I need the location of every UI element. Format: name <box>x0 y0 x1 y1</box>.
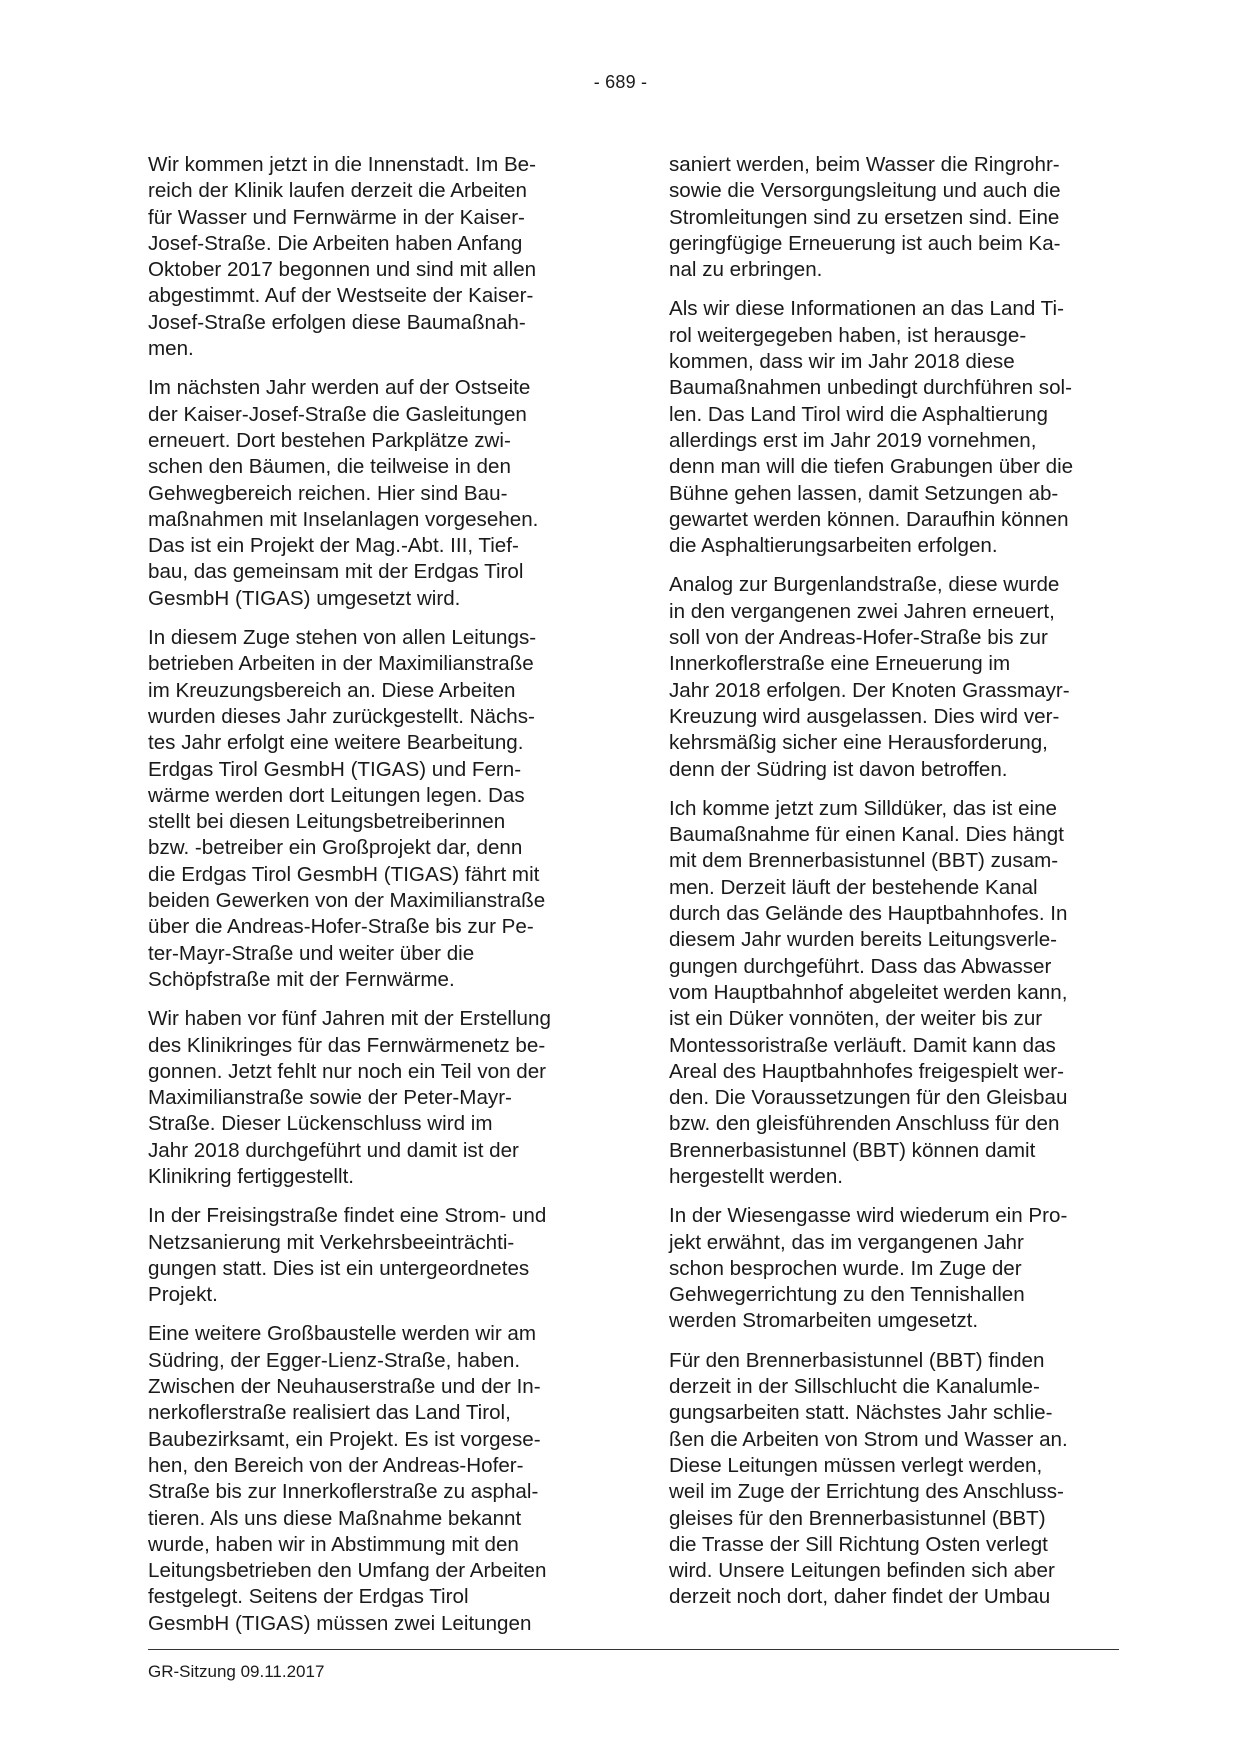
text-line: Straße. Dieser Lückenschluss wird im <box>148 1112 493 1136</box>
text-line: Bühne gehen lassen, damit Setzungen ab- <box>669 481 1059 505</box>
text-line: Kreuzung wird ausgelassen. Dies wird ver- <box>669 704 1060 728</box>
paragraph <box>148 1321 598 1637</box>
text-line: wurde, haben wir in Abstimmung mit den <box>148 1532 519 1556</box>
text-line: stellt bei diesen Leitungsbetreiberinnen <box>148 810 506 834</box>
text-line: men. Derzeit läuft der bestehende Kanal <box>669 875 1038 899</box>
text-line: Zwischen der Neuhauserstraße und der In- <box>148 1375 541 1399</box>
text-line: Baumaßnahme für einen Kanal. Dies hängt <box>669 823 1064 847</box>
paragraph <box>148 152 598 362</box>
text-line: den. Die Voraussetzungen für den Gleisbau <box>669 1086 1068 1110</box>
text-line: Klinikring fertiggestellt. <box>148 1164 355 1188</box>
text-line: bzw. -betreiber ein Großprojekt dar, denn <box>148 836 523 860</box>
text-line: in den vergangenen zwei Jahren erneuert, <box>669 599 1055 623</box>
text-line: vom Hauptbahnhof abgeleitet werden kann, <box>669 980 1068 1004</box>
text-line: hen, den Bereich von der Andreas-Hofer- <box>148 1453 524 1477</box>
text-line: nerkoflerstraße realisiert das Land Tirol, <box>148 1401 511 1425</box>
text-line: men. <box>148 337 194 361</box>
text-line: weil im Zuge der Errichtung des Anschluss- <box>669 1480 1064 1504</box>
text-line: GesmbH (TIGAS) umgesetzt wird. <box>148 586 461 610</box>
text-line: Erdgas Tirol GesmbH (TIGAS) und Fern- <box>148 757 522 781</box>
text-line: wärme werden dort Leitungen legen. Das <box>148 783 525 807</box>
text-line: bzw. den gleisführenden Anschluss für den <box>669 1112 1060 1136</box>
text-line: werden Stromarbeiten umgesetzt. <box>669 1309 979 1333</box>
text-line: Südring, der Egger-Lienz-Straße, haben. <box>148 1348 521 1372</box>
text-line: über die Andreas-Hofer-Straße bis zur Pe- <box>148 915 534 939</box>
text-line: gewartet werden können. Daraufhin können <box>669 507 1069 531</box>
text-line: Gehwegbereich reichen. Hier sind Bau- <box>148 481 508 505</box>
text-line: Brennerbasistunnel (BBT) können damit <box>669 1138 1036 1162</box>
footer-session-date: GR-Sitzung 09.11.2017 <box>148 1662 325 1681</box>
text-line: Für den Brennerbasistunnel (BBT) finden <box>669 1348 1045 1372</box>
paragraph <box>148 625 598 993</box>
text-line: kehrsmäßig sicher eine Herausforderung, <box>669 731 1048 755</box>
text-line: Als wir diese Informationen an das Land Ti- <box>669 297 1064 321</box>
text-line: sowie die Versorgungsleitung und auch die <box>669 179 1061 203</box>
paragraph <box>669 572 1119 782</box>
text-line: der Kaiser-Josef-Straße die Gasleitungen <box>148 402 527 426</box>
text-line: des Klinikringes für das Fernwärmenetz be- <box>148 1033 546 1057</box>
text-line: gonnen. Jetzt fehlt nur noch ein Teil von der <box>148 1059 547 1083</box>
paragraph <box>148 1006 598 1190</box>
text-line: festgelegt. Seitens der Erdgas Tirol <box>148 1585 469 1609</box>
text-line: geringfügige Erneuerung ist auch beim Ka- <box>669 231 1061 255</box>
text-line: Ich komme jetzt zum Silldüker, das ist eine <box>669 796 1058 820</box>
text-line: mit dem Brennerbasistunnel (BBT) zusam- <box>669 849 1059 873</box>
text-line: hergestellt werden. <box>669 1164 844 1188</box>
paragraph <box>669 796 1119 1190</box>
text-line: gungsarbeiten statt. Nächstes Jahr schlie- <box>669 1401 1053 1425</box>
text-line: Baumaßnahmen unbedingt durchführen sol- <box>669 376 1072 400</box>
text-line: abgestimmt. Auf der Westseite der Kaiser- <box>148 284 534 308</box>
text-line: Leitungsbetrieben den Umfang der Arbeiten <box>148 1559 547 1583</box>
text-line: Wir kommen jetzt in die Innenstadt. Im Be- <box>148 153 536 176</box>
text-column-left <box>148 152 598 1650</box>
text-line: ist ein Düker vonnöten, der weiter bis zur <box>669 1007 1043 1031</box>
text-line: Netzsanierung mit Verkehrsbeeinträchti- <box>148 1230 515 1254</box>
text-line: die Erdgas Tirol GesmbH (TIGAS) fährt mit <box>148 862 540 886</box>
text-line: GesmbH (TIGAS) müssen zwei Leitungen <box>148 1611 532 1635</box>
text-line: Analog zur Burgenlandstraße, diese wurde <box>669 573 1060 597</box>
paragraph <box>669 152 1119 283</box>
text-line: betrieben Arbeiten in der Maximilianstraße <box>148 652 534 676</box>
text-line: Straße bis zur Innerkoflerstraße zu asphal- <box>148 1480 539 1504</box>
footer-divider <box>148 1649 1119 1650</box>
text-line: schen den Bäumen, die teilweise in den <box>148 455 511 479</box>
text-line: Maximilianstraße sowie der Peter-Mayr- <box>148 1086 512 1110</box>
text-line: schon besprochen wurde. Im Zuge der <box>669 1256 1022 1280</box>
text-line: rol weitergegeben haben, ist herausge- <box>669 323 1027 347</box>
text-line: In der Wiesengasse wird wiederum ein Pro- <box>669 1204 1068 1228</box>
text-line: erneuert. Dort bestehen Parkplätze zwi- <box>148 428 511 452</box>
paragraph <box>148 375 598 612</box>
text-line: gungen statt. Dies ist ein untergeordnetes <box>148 1256 530 1280</box>
text-line: Stromleitungen sind zu ersetzen sind. Eine <box>669 205 1060 229</box>
text-line: Eine weitere Großbaustelle werden wir am <box>148 1322 537 1346</box>
paragraph <box>148 1203 598 1308</box>
text-line: Montessoristraße verläuft. Damit kann das <box>669 1033 1056 1057</box>
text-line: Projekt. <box>148 1283 218 1307</box>
text-line: Innerkoflerstraße eine Erneuerung im <box>669 652 1011 676</box>
text-line: tes Jahr erfolgt eine weitere Bearbeitung. <box>148 731 524 755</box>
page-number: - 689 - <box>593 72 648 92</box>
text-line: denn man will die tiefen Grabungen über die <box>669 455 1074 479</box>
text-line: Oktober 2017 begonnen und sind mit allen <box>148 258 537 282</box>
text-line: Schöpfstraße mit der Fernwärme. <box>148 967 455 991</box>
text-line: nal zu erbringen. <box>669 258 823 282</box>
text-line: beiden Gewerken von der Maximilianstraße <box>148 889 546 913</box>
text-line: jekt erwähnt, das im vergangenen Jahr <box>669 1230 1024 1254</box>
text-line: Im nächsten Jahr werden auf der Ostseite <box>148 376 531 400</box>
text-line: In der Freisingstraße findet eine Strom- und <box>148 1204 547 1228</box>
text-line: Areal des Hauptbahnhofes freigespielt wer- <box>669 1059 1064 1083</box>
text-line: Josef-Straße. Die Arbeiten haben Anfang <box>148 231 523 255</box>
text-line: reich der Klinik laufen derzeit die Arbeiten <box>148 179 527 203</box>
text-line: soll von der Andreas-Hofer-Straße bis zur <box>669 626 1048 650</box>
text-line: Wir haben vor fünf Jahren mit der Erstellung <box>148 1007 551 1031</box>
text-line: len. Das Land Tirol wird die Asphaltierung <box>669 402 1048 426</box>
text-line: durch das Gelände des Hauptbahnhofes. In <box>669 902 1068 926</box>
text-line: kommen, dass wir im Jahr 2018 diese <box>669 350 1015 374</box>
text-line: Josef-Straße erfolgen diese Baumaßnah- <box>148 310 526 334</box>
text-line: derzeit noch dort, daher findet der Umbau <box>669 1585 1051 1609</box>
paragraph <box>669 1348 1119 1611</box>
text-line: Das ist ein Projekt der Mag.-Abt. III, Tief- <box>148 534 519 558</box>
text-column-right <box>669 152 1119 1624</box>
text-line: Gehwegerrichtung zu den Tennishallen <box>669 1283 1025 1307</box>
text-line: ßen die Arbeiten von Strom und Wasser an. <box>669 1427 1068 1451</box>
paragraph <box>669 1203 1119 1334</box>
text-line: diesem Jahr wurden bereits Leitungsverle- <box>669 928 1058 952</box>
text-line: denn der Südring ist davon betroffen. <box>669 757 1008 781</box>
text-line: tieren. Als uns diese Maßnahme bekannt <box>148 1506 522 1530</box>
text-line: die Trasse der Sill Richtung Osten verlegt <box>669 1532 1048 1556</box>
text-line: Jahr 2018 durchgeführt und damit ist der <box>148 1138 519 1162</box>
paragraph <box>669 296 1119 559</box>
text-line: Diese Leitungen müssen verlegt werden, <box>669 1453 1043 1477</box>
text-line: maßnahmen mit Inselanlagen vorgesehen. <box>148 507 539 531</box>
text-line: gungen durchgeführt. Dass das Abwasser <box>669 954 1052 978</box>
text-line: wurden dieses Jahr zurückgestellt. Nächs- <box>148 704 535 728</box>
text-line: gleises für den Brennerbasistunnel (BBT) <box>669 1506 1046 1530</box>
text-line: bau, das gemeinsam mit der Erdgas Tirol <box>148 560 524 584</box>
text-line: In diesem Zuge stehen von allen Leitungs- <box>148 626 537 650</box>
text-line: ter-Mayr-Straße und weiter über die <box>148 941 475 965</box>
text-line: derzeit in der Sillschlucht die Kanalumle- <box>669 1375 1040 1399</box>
text-line: im Kreuzungsbereich an. Diese Arbeiten <box>148 678 516 702</box>
text-line: die Asphaltierungsarbeiten erfolgen. <box>669 534 998 558</box>
text-line: wird. Unsere Leitungen befinden sich aber <box>669 1559 1055 1583</box>
text-line: allerdings erst im Jahr 2019 vornehmen, <box>669 428 1037 452</box>
text-line: saniert werden, beim Wasser die Ringrohr- <box>669 153 1060 176</box>
text-line: Jahr 2018 erfolgen. Der Knoten Grassmayr- <box>669 678 1070 702</box>
text-line: für Wasser und Fernwärme in der Kaiser- <box>148 205 525 229</box>
text-line: Baubezirksamt, ein Projekt. Es ist vorgese- <box>148 1427 541 1451</box>
